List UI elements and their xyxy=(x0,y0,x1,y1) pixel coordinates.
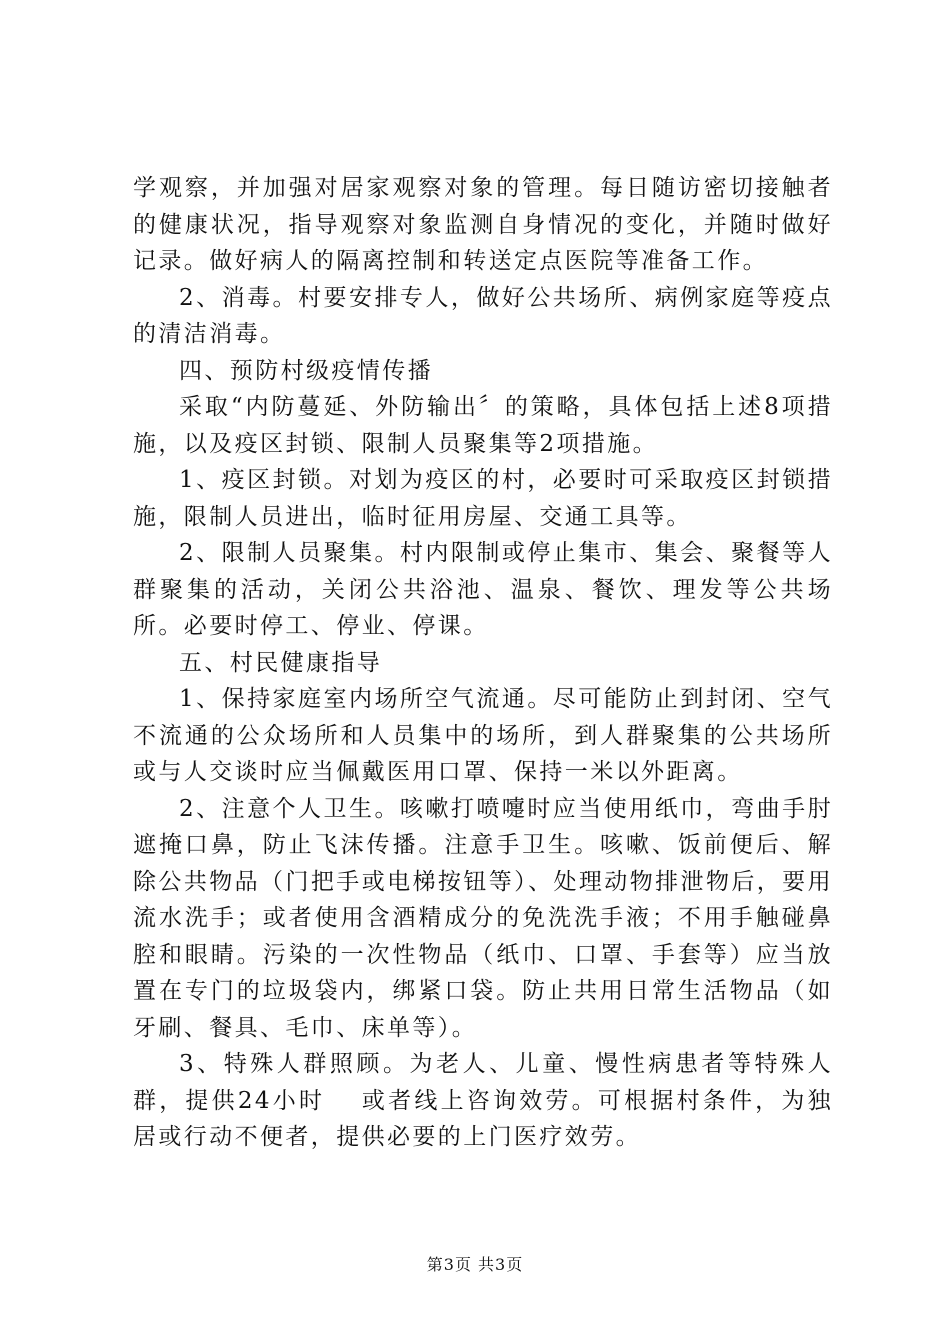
paragraph-special-groups: 3、特殊人群照顾。为老人、儿童、慢性病患者等特殊人群，提供24小时 或者线上咨询效劳。可根据村条件，为独居或行动不便者，提供必要的上门医疗效劳。 xyxy=(133,1051,833,1150)
document-body xyxy=(133,170,833,1156)
paragraph-limit-gathering: 2、限制人员聚集。村内限制或停止集市、集会、聚餐等人群聚集的活动，关闭公共浴池、温泉、餐饮、理发等公共场所。必要时停工、停业、停课。 xyxy=(133,540,833,639)
paragraph-continuation: 学观察，并加强对居家观察对象的管理。每日随访密切接触者的健康状况，指导观察对象监测自身情况的变化，并随时做好记录。做好病人的隔离控制和转送定点医院等准备工作。 xyxy=(133,175,833,274)
section-heading-prevent-spread: 四、预防村级疫情传播 xyxy=(179,357,433,384)
page-number-footer: 第3页 共3页 xyxy=(426,1255,524,1274)
paragraph-strategy: 采取“内防蔓延、外防输出〞的策略，具体包括上述8项措施，以及疫区封锁、限制人员聚集等2项措施。 xyxy=(133,394,833,457)
paragraph-ventilation: 1、保持家庭室内场所空气流通。尽可能防止到封闭、空气不流通的公众场所和人员集中的场所，到人群聚集的公共场所或与人交谈时应当佩戴医用口罩、保持一米以外距离。 xyxy=(133,686,833,785)
paragraph-area-lockdown: 1、疫区封锁。对划为疫区的村，必要时可采取疫区封锁措施，限制人员进出，临时征用房屋、交通工具等。 xyxy=(133,467,833,530)
section-heading-health-guidance: 五、村民健康指导 xyxy=(179,649,383,676)
paragraph-personal-hygiene: 2、注意个人卫生。咳嗽打喷嚏时应当使用纸巾，弯曲手肘遮掩口鼻，防止飞沫传播。注意手卫生。咳嗽、饭前便后、解除公共物品（门把手或电梯按钮等）、处理动物排泄物后，要用流水洗手；或者使用含酒精成分的免洗洗手液；不用手触碰鼻腔和眼睛。污染的一次性物品（纸巾、口罩、手套等）应当放置在专门的垃圾袋内，绑紧口袋。防止共用日常生活物品（如牙刷、餐具、毛巾、床单等）。 xyxy=(133,795,833,1041)
paragraph-disinfection: 2、消毒。村要安排专人，做好公共场所、病例家庭等疫点的清洁消毒。 xyxy=(133,284,833,347)
